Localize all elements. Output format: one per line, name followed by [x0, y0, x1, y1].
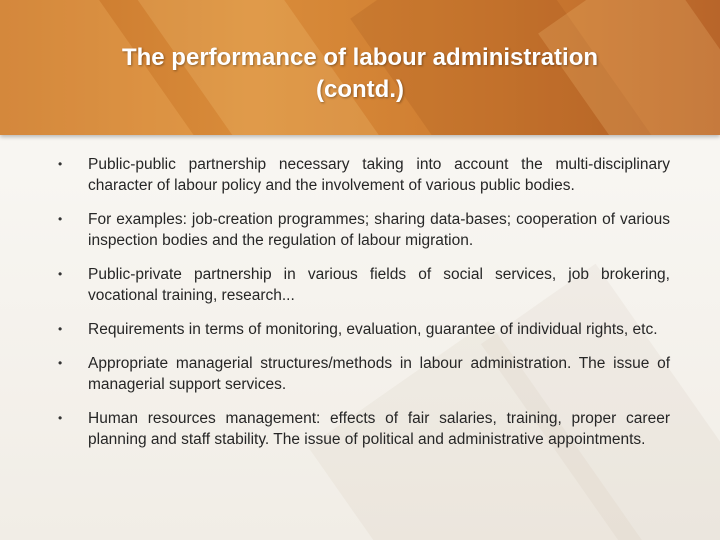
slide-title [40, 42, 680, 106]
bullet-dot: • [58, 267, 63, 281]
bullet-dot: • [58, 411, 63, 425]
bullet-dot: • [58, 322, 63, 336]
bullet-text: For examples: job-creation programmes; sharing data-bases; cooperation of various inspection bodies and the regulation of labour migration. [88, 211, 670, 249]
slide-title-line-1: The performance of labour administration [121, 44, 599, 71]
bullet-item [58, 408, 670, 450]
bullet-item [58, 209, 670, 251]
bullet-text: Requirements in terms of monitoring, evaluation, guarantee of individual rights, etc. [88, 321, 658, 338]
bullet-text: Public-public partnership necessary taking into account the multi-disciplinary character of labour policy and the involvement of various public bodies. [88, 156, 670, 194]
bullet-dot: • [58, 157, 63, 171]
bullet-item [58, 154, 670, 196]
bullet-text: Public-private partnership in various fields of social services, job brokering, vocational training, research... [88, 266, 670, 304]
bullet-list [58, 154, 670, 463]
bullet-text: Human resources management: effects of fair salaries, training, proper career planning and staff stability. The issue of political and administrative appointments. [88, 410, 670, 448]
bullet-dot: • [58, 356, 63, 370]
bullet-item [58, 319, 670, 340]
slide-title-line-2: (contd.) [316, 76, 404, 103]
bullet-dot: • [58, 212, 63, 226]
bullet-item [58, 353, 670, 395]
bullet-text: Appropriate managerial structures/methods in labour administration. The issue of managerial support services. [88, 355, 670, 393]
bullet-item [58, 264, 670, 306]
title-banner [0, 0, 720, 135]
